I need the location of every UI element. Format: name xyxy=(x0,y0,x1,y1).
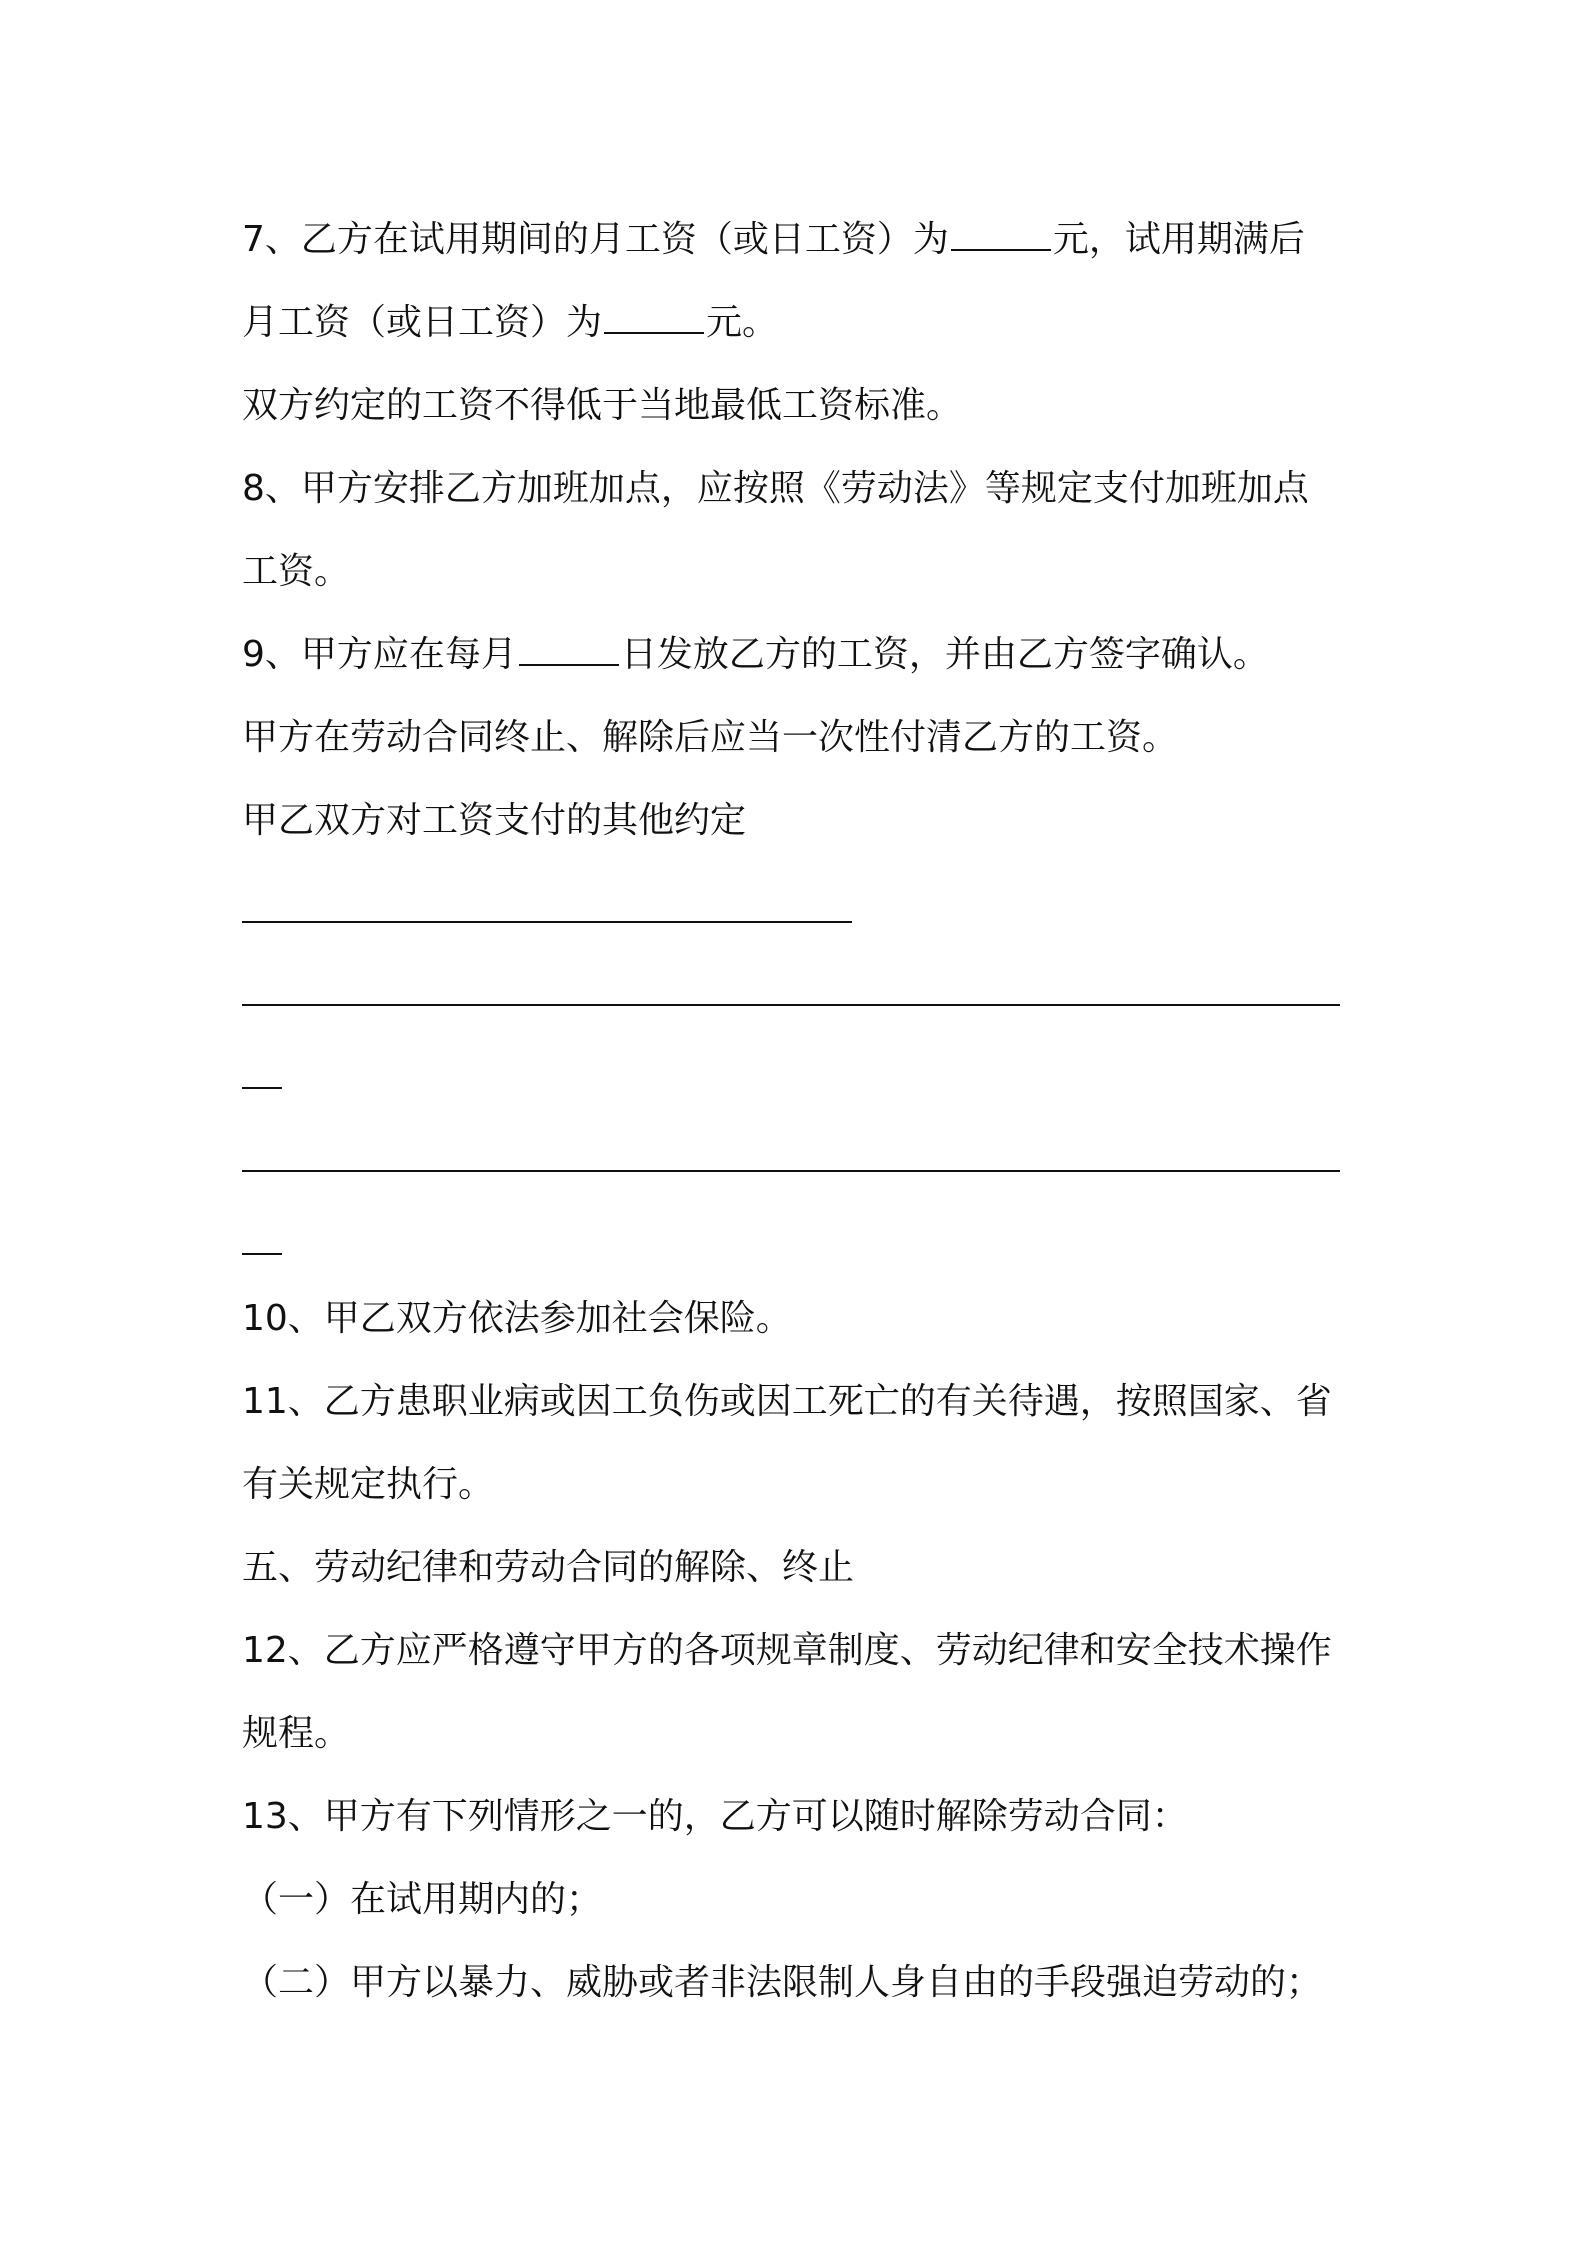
clause-7-text-b: 元，试用期满后 xyxy=(1052,219,1305,260)
trial-wage-blank[interactable] xyxy=(951,219,1051,251)
clause-11-line-2: 有关规定执行。 xyxy=(242,1464,495,1505)
underline xyxy=(242,1004,1340,1006)
document-body xyxy=(242,198,1362,2024)
clause-7-line-2 xyxy=(242,281,1362,364)
pay-day-blank[interactable] xyxy=(519,634,619,666)
regular-wage-blank[interactable] xyxy=(604,302,704,334)
underline xyxy=(242,1253,282,1255)
clause-12-line-1: 12、乙方应严格遵守甲方的各项规章制度、劳动纪律和安全技术操作 xyxy=(242,1630,1332,1671)
section-5-heading: 五、劳动纪律和劳动合同的解除、终止 xyxy=(242,1547,855,1588)
clause-13-item-1: （一）在试用期内的； xyxy=(242,1879,603,1920)
other-agreement-label: 甲乙双方对工资支付的其他约定 xyxy=(242,800,747,841)
other-agreement-blank-3[interactable] xyxy=(242,1111,1362,1194)
other-agreement-blank-2[interactable] xyxy=(242,945,1362,1028)
clause-8-line-1: 8、甲方安排乙方加班加点，应按照《劳动法》等规定支付加班加点 xyxy=(242,468,1309,509)
clause-12-line-2: 规程。 xyxy=(242,1713,351,1754)
clause-13-item-2: （二）甲方以暴力、威胁或者非法限制人身自由的手段强迫劳动的； xyxy=(242,1962,1323,2003)
clause-8-line-2: 工资。 xyxy=(242,551,351,592)
clause-13: 13、甲方有下列情形之一的，乙方可以随时解除劳动合同： xyxy=(242,1796,1188,1837)
underline xyxy=(242,1170,1340,1172)
clause-9-text-b: 日发放乙方的工资，并由乙方签字确认。 xyxy=(620,634,1269,675)
underline xyxy=(242,1087,282,1089)
underline xyxy=(242,921,852,923)
clause-7-text-a: 7、乙方在试用期间的月工资（或日工资）为 xyxy=(242,219,949,260)
clause-11-line-1: 11、乙方患职业病或因工负伤或因工死亡的有关待遇，按照国家、省 xyxy=(242,1381,1332,1422)
clause-9-line xyxy=(242,613,1362,696)
clause-7-text-c: 月工资（或日工资）为 xyxy=(242,302,603,343)
other-agreement-blank-1[interactable] xyxy=(242,862,1362,945)
other-agreement-blank-2-tail[interactable] xyxy=(242,1028,1362,1111)
clause-7-note: 双方约定的工资不得低于当地最低工资标准。 xyxy=(242,385,963,426)
clause-9-note: 甲方在劳动合同终止、解除后应当一次性付清乙方的工资。 xyxy=(242,717,1179,758)
other-agreement-blank-3-tail[interactable] xyxy=(242,1194,1362,1277)
clause-7-line-1 xyxy=(242,198,1362,281)
clause-9-text-a: 9、甲方应在每月 xyxy=(242,634,517,675)
clause-7-text-d: 元。 xyxy=(706,302,779,343)
clause-10: 10、甲乙双方依法参加社会保险。 xyxy=(242,1298,792,1339)
